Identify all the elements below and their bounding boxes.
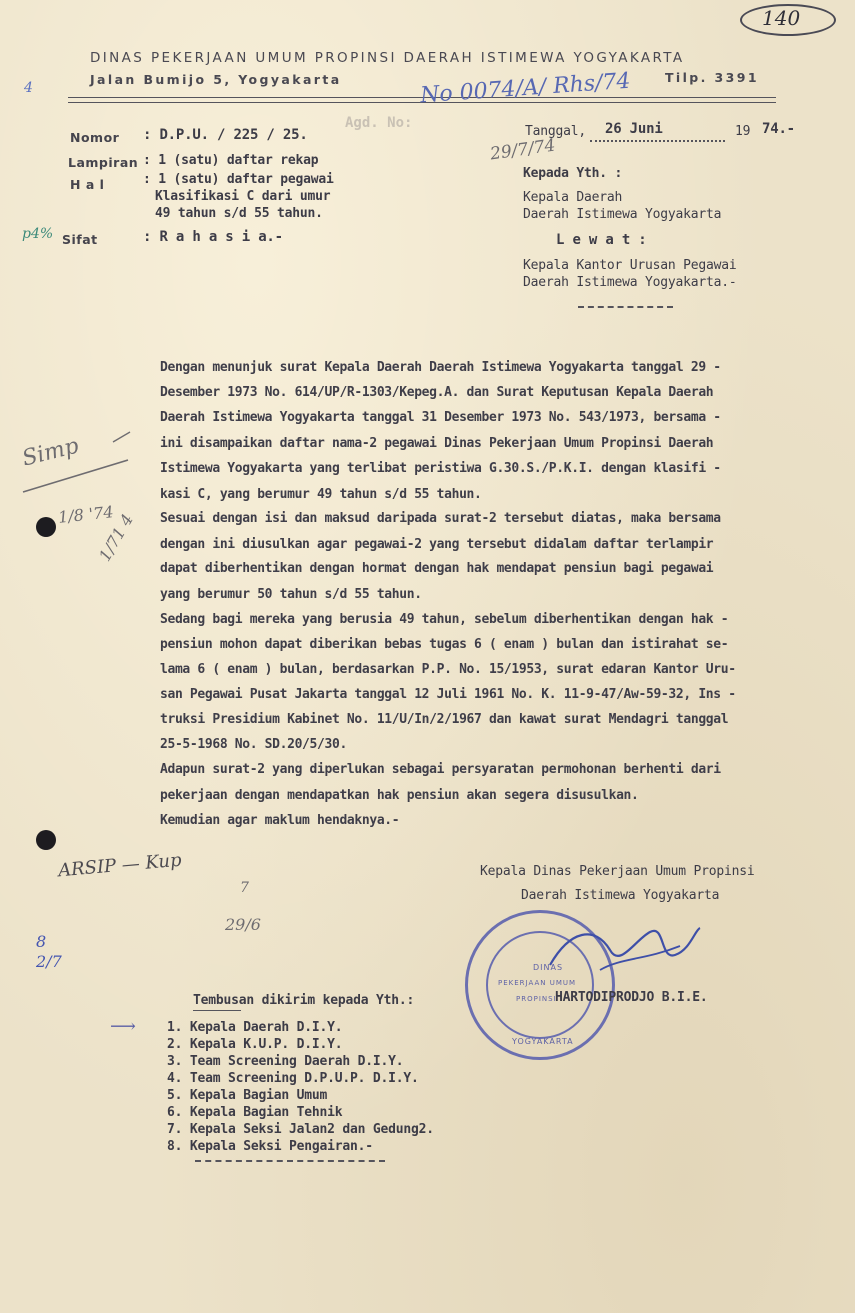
tembusan-item: 6. Kepala Bagian Tehnik	[167, 1105, 343, 1120]
addressee-line-2: Daerah Istimewa Yogyakarta	[523, 207, 722, 222]
tanggal-dots	[590, 140, 725, 142]
handwritten-signature	[540, 910, 710, 990]
stamp-text-bottom: YOGYAKARTA	[512, 1037, 574, 1046]
margin-mark-pct: p4%	[22, 226, 54, 242]
tembusan-heading-underline	[193, 1010, 241, 1011]
signature-title-2: Daerah Istimewa Yogyakarta	[521, 888, 720, 903]
stamp-text-top: DINAS	[533, 963, 564, 972]
body-line: Istimewa Yogyakarta yang terlibat peristiwa G.30.S./P.K.I. dengan klasifi -	[160, 461, 721, 476]
stamp-text-middle: PEKERJAAN UMUM	[498, 979, 577, 987]
lampiran-label: Lampiran	[68, 155, 139, 170]
tembusan-item: 7. Kepala Seksi Jalan2 dan Gedung2.	[167, 1122, 434, 1137]
signatory-name: HARTODIPRODJO B.I.E.	[555, 990, 708, 1005]
handwritten-received-date: 29/7/74	[488, 135, 557, 165]
nomor-value: : D.P.U. / 225 / 25.	[143, 127, 308, 143]
body-line: lama 6 ( enam ) bulan, berdasarkan P.P. No. 15/1953, surat edaran Kantor Uru-	[160, 662, 736, 677]
handwritten-arsip-mark: 7	[240, 880, 249, 896]
year-prefix: 19	[735, 124, 751, 139]
body-line: Daerah Istimewa Yogyakarta tanggal 31 Desember 1973 No. 543/1973, bersama -	[160, 410, 721, 425]
body-line: Sedang bagi mereka yang berusia 49 tahun, sebelum diberhentikan dengan hak -	[160, 612, 729, 627]
tembusan-heading: Tembusan dikirim kepada Yth.:	[193, 993, 415, 1008]
stamp-text-inner: PROPINSI	[516, 995, 557, 1003]
addressee-line-1: Kepala Daerah	[523, 190, 623, 205]
tembusan-underline	[195, 1160, 385, 1162]
body-line: yang berumur 50 tahun s/d 55 tahun.	[160, 587, 422, 602]
handwritten-agenda-number: No 0074/A/ Rhs/74	[419, 68, 632, 109]
addressee-line-3: Kepala Kantor Urusan Pegawai	[523, 258, 737, 273]
sifat-label: Sifat	[62, 232, 98, 247]
body-line: Desember 1973 No. 614/UP/R-1303/Kepeg.A. dan Surat Keputusan Kepala Daerah	[160, 385, 714, 400]
handwritten-simp-date: 1/8 '74	[57, 502, 115, 527]
letterhead-address: Jalan Bumijo 5, Yogyakarta	[90, 72, 342, 87]
handwritten-arsip: ARSIP — Kup	[57, 849, 183, 882]
addressee-line-4: Daerah Istimewa Yogyakarta.-	[523, 275, 737, 290]
hal-value-3: 49 tahun s/d 55 tahun.	[155, 206, 323, 221]
body-line: ini disampaikan daftar nama-2 pegawai Dinas Pekerjaan Umum Propinsi Daerah	[160, 436, 714, 451]
addressee-underline	[578, 306, 673, 308]
body-line: pensiun mohon dapat diberikan bebas tugas 6 ( enam ) bulan dan istirahat se-	[160, 637, 729, 652]
punch-hole-bottom	[36, 830, 56, 850]
lampiran-value: : 1 (satu) daftar rekap	[143, 153, 319, 168]
tanggal-label: Tanggal,	[525, 124, 587, 139]
handwritten-simp-sub: 1/71 4	[95, 510, 138, 565]
simp-strokes	[18, 430, 138, 500]
year-suffix: 74.-	[762, 121, 795, 137]
tembusan-item: 3. Team Screening Daerah D.I.Y.	[167, 1054, 404, 1069]
lewat-label: L e w a t :	[556, 232, 647, 248]
body-line: dapat diberhentikan dengan hormat dengan hak mendapat pensiun bagi pegawai	[160, 561, 714, 576]
tembusan-item: 2. Kepala K.U.P. D.I.Y.	[167, 1037, 343, 1052]
punch-hole-top	[36, 517, 56, 537]
tembusan-item: 1. Kepala Daerah D.I.Y.	[167, 1020, 343, 1035]
agenda-faint-label: Agd. No:	[345, 115, 413, 131]
handwritten-arsip-date: 29/6	[225, 915, 261, 934]
handwritten-left-date: 8 2/7	[36, 932, 62, 971]
tembusan-item: 4. Team Screening D.P.U.P. D.I.Y.	[167, 1071, 419, 1086]
corner-number: 140	[762, 6, 801, 30]
signature-title-1: Kepala Dinas Pekerjaan Umum Propinsi	[480, 864, 755, 879]
sifat-value: : R a h a s i a.-	[143, 229, 283, 245]
hal-value-1: : 1 (satu) daftar pegawai	[143, 172, 334, 187]
body-line: Sesuai dengan isi dan maksud daripada surat-2 tersebut diatas, maka bersama	[160, 511, 721, 526]
nomor-label: Nomor	[70, 130, 120, 145]
kepada-label: Kepada Yth. :	[523, 166, 623, 181]
hal-label: H a l	[70, 177, 105, 192]
body-line: dengan ini diusulkan agar pegawai-2 yang tersebut didalam daftar terlampir	[160, 537, 714, 552]
margin-mark-four: 4	[24, 80, 33, 96]
body-line: san Pegawai Pusat Jakarta tanggal 12 Juli 1961 No. K. 11-9-47/Aw-59-32, Ins -	[160, 687, 736, 702]
body-line: kasi C, yang berumur 49 tahun s/d 55 tahun.	[160, 487, 482, 502]
body-line: pekerjaan dengan mendapatkan hak pensiun akan segera disusulkan.	[160, 788, 639, 803]
tembusan-item: 5. Kepala Bagian Umum	[167, 1088, 328, 1103]
body-line: Dengan menunjuk surat Kepala Daerah Daerah Istimewa Yogyakarta tanggal 29 -	[160, 360, 721, 375]
body-line: truksi Presidium Kabinet No. 11/U/In/2/1967 dan kawat surat Mendagri tanggal	[160, 712, 729, 727]
handwritten-simp: Simp	[19, 433, 82, 472]
body-line: Kemudian agar maklum hendaknya.-	[160, 813, 400, 828]
body-line: Adapun surat-2 yang diperlukan sebagai persyaratan permohonan berhenti dari	[160, 762, 721, 777]
tanggal-value: 26 Juni	[605, 121, 663, 137]
body-line: 25-5-1968 No. SD.20/5/30.	[160, 737, 347, 752]
tembusan-arrow: ⟶	[110, 1016, 136, 1037]
letterhead-institution: DINAS PEKERJAAN UMUM PROPINSI DAERAH ISTIMEWA YOGYAKARTA	[90, 50, 685, 66]
tembusan-item: 8. Kepala Seksi Pengairan.-	[167, 1139, 373, 1154]
hal-value-2: Klasifikasi C dari umur	[155, 189, 331, 204]
letterhead-phone: Tilp. 3391	[665, 70, 759, 85]
